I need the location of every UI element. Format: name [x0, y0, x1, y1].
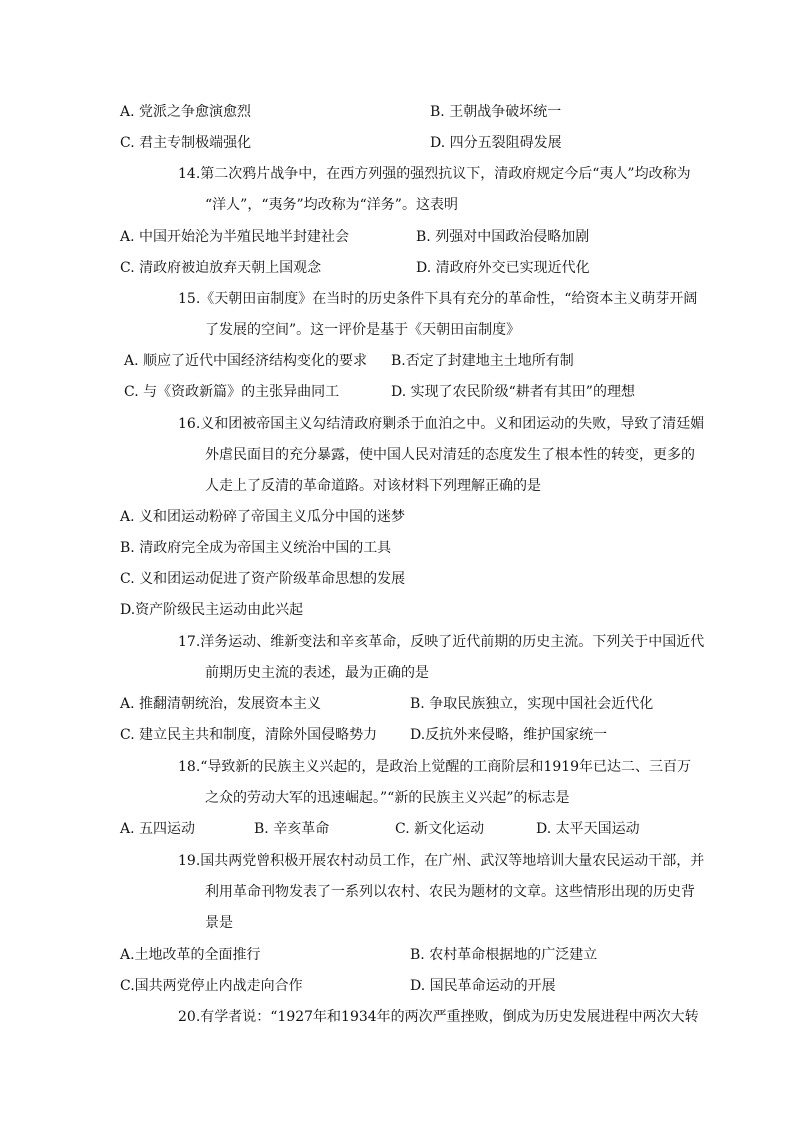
q16-option-b[interactable]: B. 清政府完全成为帝国主义统治中国的工具: [120, 540, 392, 556]
q19-option-b[interactable]: B. 农村革命根据地的广泛建立: [410, 947, 598, 963]
q19-stem-line-2: 利用革命刊物发表了一系列以农村、农民为题材的文章。这些情形出现的历史背: [205, 884, 695, 900]
q18-option-c[interactable]: C. 新文化运动: [395, 821, 485, 837]
q17-option-d[interactable]: D.反抗外来侵略，维护国家统一: [410, 727, 608, 743]
q15-option-d[interactable]: D. 实现了农民阶级“耕者有其田”的理想: [391, 384, 635, 400]
q19-option-c[interactable]: C.国共两党停止内战走向合作: [120, 978, 303, 994]
q15-stem-line-1: 15.《天朝田亩制度》在当时的历史条件下具有充分的革命性，“给资本主义萌芽开阔: [178, 291, 698, 307]
q17-option-a[interactable]: A. 推翻清朝统治，发展资本主义: [120, 696, 322, 712]
q13-option-d[interactable]: D. 四分五裂阻碍发展: [430, 135, 562, 151]
q16-stem-line-1: 16.义和团被帝国主义勾结清政府剿杀于血泊之中。义和团运动的失败，导致了清廷媚: [178, 416, 705, 432]
q18-stem-line-1: 18.“导致新的民族主义兴起的，是政治上觉醒的工商阶层和1919年已达二、三百万: [178, 759, 692, 775]
q18-option-b[interactable]: B. 辛亥革命: [254, 821, 330, 837]
q19-stem-line-3: 景是: [205, 915, 233, 931]
q18-option-d[interactable]: D. 太平天国运动: [536, 821, 640, 837]
q15-stem-line-2: 了发展的空间”。这一评价是基于《天朝田亩制度》: [205, 322, 521, 338]
q17-stem-line-1: 17.洋务运动、维新变法和辛亥革命，反映了近代前期的历史主流。下列关于中国近代: [178, 634, 705, 650]
q13-option-a[interactable]: A. 党派之争愈演愈烈: [120, 104, 252, 120]
q13-option-c[interactable]: C. 君主专制极端强化: [120, 135, 252, 151]
q17-option-b[interactable]: B. 争取民族独立，实现中国社会近代化: [410, 696, 654, 712]
q16-option-c[interactable]: C. 义和团运动促进了资产阶级革命思想的发展: [120, 571, 406, 587]
q14-option-d[interactable]: D. 清政府外交已实现近代化: [416, 260, 590, 276]
q18-stem-line-2: 之众的劳动大军的迅速崛起。”“新的民族主义兴起”的标志是: [205, 790, 570, 806]
q18-option-a[interactable]: A. 五四运动: [120, 821, 196, 837]
q14-option-c[interactable]: C. 清政府被迫放弃天朝上国观念: [120, 260, 322, 276]
q17-option-c[interactable]: C. 建立民主共和制度，清除外国侵略势力: [120, 727, 378, 743]
q19-option-d[interactable]: D. 国民革命运动的开展: [410, 978, 556, 994]
q19-stem-line-1: 19.国共两党曾积极开展农村动员工作，在广州、武汉等地培训大量农民运动干部，并: [178, 853, 705, 869]
q16-stem-line-2: 外虐民面目的充分暴露，使中国人民对清廷的态度发生了根本性的转变，更多的: [205, 447, 695, 463]
q16-stem-line-3: 人走上了反清的革命道路。对该材料下列理解正确的是: [205, 478, 541, 494]
q13-option-b[interactable]: B. 王朝战争破坏统一: [430, 104, 562, 120]
q14-stem-line-2: “洋人”，“夷务”均改称为“洋务”。这表明: [205, 197, 458, 213]
q19-option-a[interactable]: A.土地改革的全面推行: [120, 947, 261, 963]
q17-stem-line-2: 前期历史主流的表述，最为正确的是: [205, 665, 429, 681]
q15-option-b[interactable]: B.否定了封建地主土地所有制: [391, 353, 574, 369]
q14-stem-line-1: 14.第二次鸦片战争中，在西方列强的强烈抗议下，清政府规定今后“夷人”均改称为: [178, 166, 691, 182]
q16-option-a[interactable]: A. 义和团运动粉碎了帝国主义瓜分中国的迷梦: [120, 509, 406, 525]
q15-option-c[interactable]: C. 与《资政新篇》的主张异曲同工: [124, 384, 340, 400]
q14-option-b[interactable]: B. 列强对中国政治侵略加剧: [416, 229, 590, 245]
q15-option-a[interactable]: A. 顺应了近代中国经济结构变化的要求: [124, 353, 368, 369]
q20-stem-line-1: 20.有学者说：“1927年和1934年的两次严重挫败，倒成为历史发展进程中两次大转: [178, 1009, 699, 1025]
q16-option-d[interactable]: D.资产阶级民主运动由此兴起: [120, 602, 304, 618]
q14-option-a[interactable]: A. 中国开始沦为半殖民地半封建社会: [120, 229, 350, 245]
